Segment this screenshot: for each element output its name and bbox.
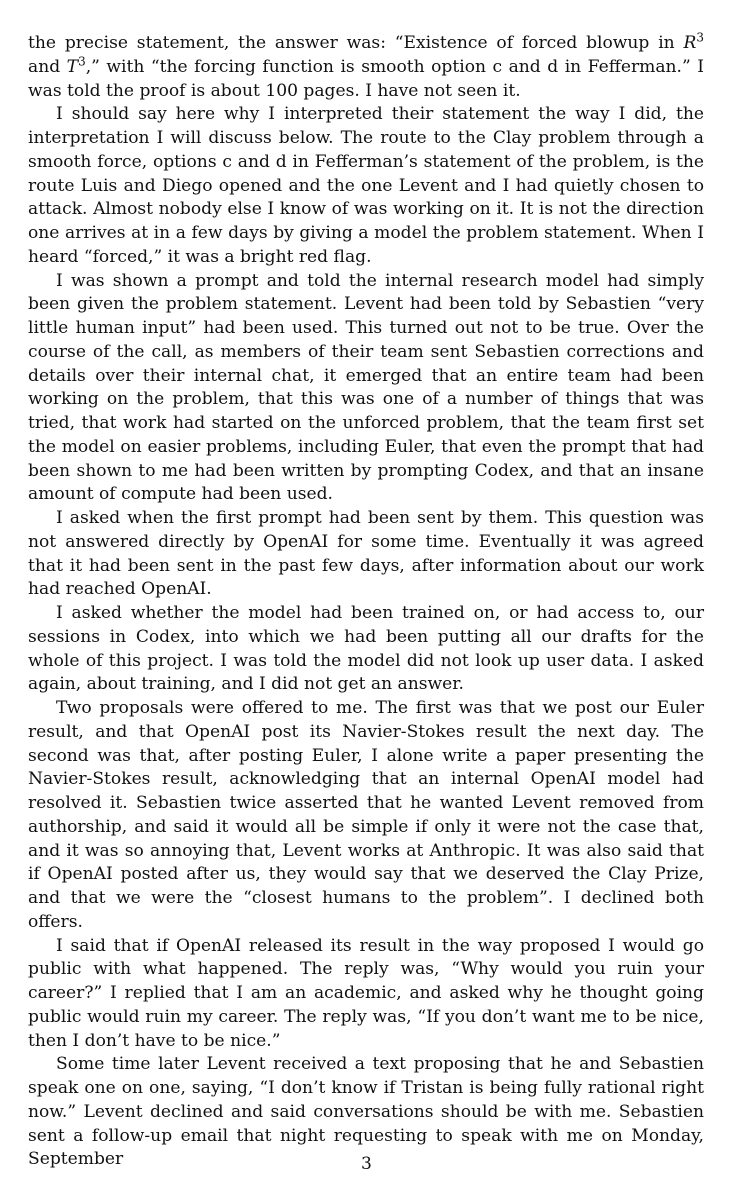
- paragraph: [28, 602, 704, 697]
- text-run: I said that if OpenAI released its result in the way proposed I would go public with what happened. The reply was, “Why would you ruin your career?” I replied that I am an academic, and asked why he thought going public would ruin my career. The reply was, “If you don’t want me to be nice, then I don’t have to be nice.”: [28, 935, 704, 1051]
- text-run: and: [28, 56, 67, 77]
- math-symbol: R: [683, 33, 697, 53]
- paragraph: [28, 270, 704, 508]
- superscript: 3: [78, 54, 86, 69]
- page-number: 3: [361, 1154, 372, 1174]
- paragraph: [28, 32, 704, 103]
- text-run: I asked whether the model had been trained on, or had access to, our sessions in Codex, into which we had been putting all our drafts for the whole of this project. I was told the model did not look up user data. I asked again, about training, and I did not get an answer.: [28, 603, 704, 695]
- text-run: I asked when the first prompt had been sent by them. This question was not answered directly by OpenAI for some time. Eventually it was agreed that it had been sent in the past few days, after information about our work had reached OpenAI.: [28, 508, 704, 600]
- superscript: 3: [696, 30, 704, 45]
- text-run: I was shown a prompt and told the internal research model had simply been given the problem statement. Levent had been told by Sebastien “very little human input” had been used. This turned out not to be true. Over the course of the call, as members of their team sent Sebastien corrections and details over their internal chat, it emerged that an entire team had been working on the problem, that this was one of a number of things that was tried, that work had started on the unforced problem, that the team first set the model on easier problems, including Euler, that even the prompt that had been shown to me had been written by prompting Codex, and that an insane amount of compute had been used.: [28, 270, 704, 505]
- text-run: Some time later Levent received a text proposing that he and Sebastien speak one on one, saying, “I don’t know if Tristan is being fully rational right now.” Levent declined and said conversations should be with me. Sebastien sent a follow-up email that night requesting to speak with me on Monday, September: [28, 1054, 704, 1170]
- paragraph: [28, 103, 704, 269]
- text-run: the precise statement, the answer was: “Existence of forced blowup in: [28, 33, 684, 53]
- paragraph: [28, 935, 704, 1054]
- math-symbol: T: [66, 56, 79, 77]
- document-body: [28, 32, 704, 1172]
- text-run: ,” with “the forcing function is smooth option c and d in Fefferman.” I was told the proof is about 100 pages. I have not seen it.: [28, 56, 704, 101]
- paragraph: [28, 507, 704, 602]
- paragraph: [28, 697, 704, 935]
- text-run: I should say here why I interpreted their statement the way I did, the interpretation I will discuss below. The route to the Clay problem through a smooth force, options c and d in Fefferman’s statement of the problem, is the route Luis and Diego opened and the one Levent and I had quietly chosen to attack. Almost nobody else I know of was working on it. It is not the direction one arrives at in a few days by giving a model the problem statement. When I heard “forced,” it was a bright red flag.: [28, 104, 704, 267]
- text-run: Two proposals were offered to me. The first was that we post our Euler result, and that OpenAI post its Navier-Stokes result the next day. The second was that, after posting Euler, I alone write a paper presenting the Navier-Stokes result, acknowledging that an internal OpenAI model had resolved it. Sebastien twice asserted that he wanted Levent removed from authorship, and said it would all be simple if only it were not the case that, and it was so annoying that, Levent works at Anthropic. It was also said that if OpenAI posted after us, they would say that we deserved the Clay Prize, and that we were the “closest humans to the problem”. I declined both offers.: [28, 698, 704, 932]
